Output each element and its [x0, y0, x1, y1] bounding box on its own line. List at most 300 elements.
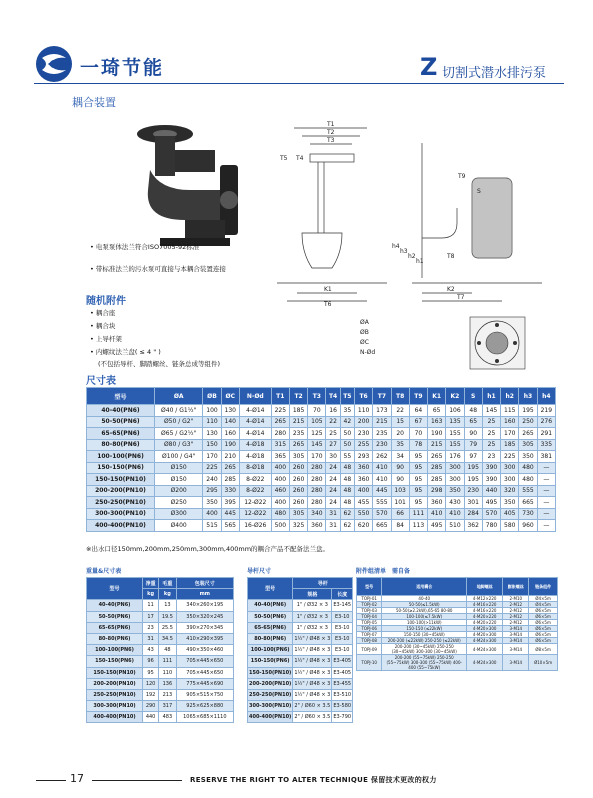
- table-cell: 215: [289, 416, 307, 428]
- accessory-item-text: 耦合座: [95, 309, 116, 317]
- accessories-note: (不包括导杆、脚踏螺丝、链条总成等组件): [98, 360, 221, 368]
- table-cell: 490×350×460: [176, 645, 233, 656]
- col-header: ØA: [155, 388, 203, 405]
- table-cell: 280: [308, 462, 326, 474]
- table-row: [87, 474, 556, 486]
- table-cell: 50-50(PN6): [87, 611, 143, 622]
- table-cell: 4-Ø18: [239, 451, 271, 463]
- table-row: [87, 462, 556, 474]
- table-cell: 300: [501, 462, 519, 474]
- table-cell: 8-Ø22: [239, 485, 271, 497]
- table-cell: 280: [308, 485, 326, 497]
- table-cell: TOPJ-08: [357, 638, 382, 644]
- table-cell: 192: [143, 689, 159, 700]
- table-cell: 665: [519, 497, 537, 509]
- table-cell: 100-100(PN6): [87, 645, 143, 656]
- table-cell: 23: [143, 622, 159, 633]
- table-row: [248, 645, 353, 656]
- table-row: [248, 611, 353, 622]
- table-row: [87, 712, 234, 723]
- table-cell: 135: [446, 416, 464, 428]
- col-model: 型号: [248, 578, 293, 600]
- table-cell: 3-M14: [503, 632, 529, 638]
- table-cell: 31: [326, 520, 340, 532]
- table-cell: 495: [428, 520, 446, 532]
- col-header: T5: [340, 388, 354, 405]
- table-row: [248, 701, 353, 712]
- table-cell: 106: [446, 405, 464, 417]
- table-cell: Ø65 / G2½": [155, 428, 203, 440]
- table-cell: 255: [354, 439, 372, 451]
- table-cell: 27: [326, 439, 340, 451]
- table-cell: 230: [373, 439, 391, 451]
- table-cell: 23: [482, 451, 500, 463]
- table-cell: 95: [409, 474, 427, 486]
- table-row: [248, 678, 353, 689]
- accessories-title: 随机附件: [86, 296, 126, 307]
- table-cell: 305: [289, 451, 307, 463]
- table-cell: 4-M24×300: [467, 644, 503, 655]
- table-cell: 570: [373, 508, 391, 520]
- rod-table: [247, 577, 353, 723]
- table-cell: 4-Ø18: [239, 439, 271, 451]
- table-cell: 24: [326, 474, 340, 486]
- table-cell: 80-80(PN6): [248, 633, 293, 644]
- table-cell: 300: [446, 462, 464, 474]
- table-cell: 215: [373, 416, 391, 428]
- table-cell: 4-Ø14: [239, 428, 271, 440]
- table-cell: 150-150(PN10): [248, 667, 293, 678]
- table-cell: 455: [354, 497, 372, 509]
- col-header: K2: [446, 388, 464, 405]
- table-cell: 155: [446, 428, 464, 440]
- bullet-flange: • 带标准法兰的污水泵可直接与本耦合装置连接: [90, 265, 226, 273]
- table-row: [87, 439, 556, 451]
- page-number: 17: [70, 772, 84, 785]
- unit-kg: kg: [159, 589, 176, 600]
- table-cell: 265: [428, 451, 446, 463]
- table-cell: 250-250(PN10): [87, 689, 143, 700]
- table-cell: 111: [409, 508, 427, 520]
- table-cell: Ø150: [155, 462, 203, 474]
- table-cell: 97: [464, 451, 482, 463]
- table-cell: 515: [203, 520, 221, 532]
- col-net: 净重: [143, 578, 159, 589]
- table-header-row: [87, 388, 556, 405]
- table-cell: 775×445×690: [176, 678, 233, 689]
- table-cell: E3-145: [332, 600, 353, 611]
- col-header: h3: [519, 388, 537, 405]
- table-cell: 510: [446, 520, 464, 532]
- table-cell: E3-455: [332, 678, 353, 689]
- label-h3: h3: [400, 248, 408, 255]
- brand-name: 一琦节能: [80, 57, 165, 79]
- table-cell: 265: [519, 428, 537, 440]
- table-cell: 55: [340, 451, 354, 463]
- table-row: [248, 712, 353, 723]
- table-cell: 300: [501, 474, 519, 486]
- table-cell: Ø6×5m: [529, 614, 558, 620]
- table-cell: 300-300(PN10): [87, 701, 143, 712]
- table-cell: 100-100(PN6): [248, 645, 293, 656]
- table-row: [248, 622, 353, 633]
- table-cell: 66: [391, 508, 409, 520]
- table-cell: Ø6×5m: [529, 632, 558, 638]
- table-cell: E3-510: [332, 689, 353, 700]
- table-cell: TOPJ-07: [357, 632, 382, 638]
- label-t7: T7: [457, 294, 465, 301]
- table-cell: E3-405: [332, 667, 353, 678]
- label-t2: T2: [327, 129, 335, 136]
- dimension-drawing: [272, 118, 562, 308]
- table-cell: 240: [203, 474, 221, 486]
- table-cell: 350: [203, 497, 221, 509]
- table-cell: 410: [373, 462, 391, 474]
- table-cell: 95: [409, 497, 427, 509]
- table-cell: 96: [143, 656, 159, 667]
- table-cell: 48: [464, 405, 482, 417]
- table-cell: Ø6×5m: [529, 608, 558, 614]
- table-cell: 12-Ø22: [239, 497, 271, 509]
- table-cell: E3-10: [332, 622, 353, 633]
- table-cell: 365: [271, 451, 289, 463]
- table-cell: 43: [143, 645, 159, 656]
- table-row: [87, 485, 556, 497]
- rod-caption: 导杆尺寸: [247, 568, 272, 575]
- table-cell: 95: [143, 667, 159, 678]
- brand-logo: [34, 44, 74, 84]
- table-cell: 31: [143, 633, 159, 644]
- table-cell: Ø6×5m: [529, 638, 558, 644]
- table-cell: 360: [354, 462, 372, 474]
- col-header: h2: [501, 388, 519, 405]
- table-cell: 80-80(PN6): [87, 633, 143, 644]
- col-len: 长度: [332, 589, 353, 600]
- table-cell: 12-Ø22: [239, 508, 271, 520]
- table-row: [248, 633, 353, 644]
- table-cell: 34: [391, 451, 409, 463]
- table-cell: 400-400(PN10): [87, 520, 155, 532]
- table-cell: 410: [373, 474, 391, 486]
- table-cell: 100-100(>11kW): [382, 620, 467, 626]
- table-cell: 200-200(PN10): [87, 678, 143, 689]
- label-k2: K2: [447, 286, 455, 293]
- table-cell: 400-400(PN10): [87, 712, 143, 723]
- table-cell: 2" / Ø60 × 3.5: [293, 712, 332, 723]
- table-cell: 115: [501, 405, 519, 417]
- table-cell: Ø10×5m: [529, 655, 558, 671]
- table-cell: 150-150(PN6): [87, 462, 155, 474]
- table-cell: 555: [373, 497, 391, 509]
- col-header: 地脚螺丝: [467, 578, 503, 596]
- col-header: 链条组件: [529, 578, 558, 596]
- table-cell: 317: [159, 701, 176, 712]
- table-cell: 213: [159, 689, 176, 700]
- table-cell: 65-65(PN6): [87, 622, 143, 633]
- table-cell: 390: [482, 462, 500, 474]
- table-cell: 3-M14: [503, 644, 529, 655]
- col-header: T1: [271, 388, 289, 405]
- label-h1: h1: [416, 258, 424, 265]
- table-cell: 25.5: [159, 622, 176, 633]
- col-header: 适用耦合: [382, 578, 467, 596]
- table-cell: TOPJ-09: [357, 644, 382, 655]
- table-cell: 190: [221, 439, 239, 451]
- table-cell: 215: [428, 439, 446, 451]
- table-cell: 25: [326, 428, 340, 440]
- label-t1: T1: [327, 121, 335, 128]
- accessory-item: • 上导杆架: [90, 335, 122, 343]
- table-cell: 230: [464, 485, 482, 497]
- table-cell: 4-M20×300: [467, 632, 503, 638]
- table-cell: 163: [428, 416, 446, 428]
- table-cell: 295: [203, 485, 221, 497]
- table-cell: Ø6×5m: [529, 620, 558, 626]
- table-row: [87, 497, 556, 509]
- label-t9: T9: [458, 173, 466, 180]
- table-cell: 160: [221, 428, 239, 440]
- table-cell: 480: [519, 462, 537, 474]
- table-cell: 195: [464, 462, 482, 474]
- table-cell: 95: [409, 451, 427, 463]
- table-cell: 580: [501, 520, 519, 532]
- table-cell: E3-405: [332, 656, 353, 667]
- table-cell: 155: [446, 439, 464, 451]
- table-cell: 110: [203, 416, 221, 428]
- table-cell: 25: [482, 416, 500, 428]
- table-cell: 225: [203, 462, 221, 474]
- table-cell: 350: [519, 451, 537, 463]
- table-cell: 905×515×750: [176, 689, 233, 700]
- table-cell: 4-M16×220: [467, 608, 503, 614]
- table-cell: 195: [519, 405, 537, 417]
- table-cell: 200: [354, 416, 372, 428]
- table-row: [357, 655, 558, 671]
- table-cell: 2" / Ø60 × 3.5: [293, 701, 332, 712]
- table-cell: 280: [308, 497, 326, 509]
- table-cell: 705×445×650: [176, 656, 233, 667]
- table-cell: 125: [308, 428, 326, 440]
- table-cell: 34.5: [159, 633, 176, 644]
- table-cell: 1" / Ø32 × 3: [293, 600, 332, 611]
- table-row: [87, 451, 556, 463]
- table-cell: Ø250: [155, 497, 203, 509]
- table-cell: 665: [373, 520, 391, 532]
- table-cell: Ø4×5m: [529, 602, 558, 608]
- label-k1: K1: [324, 286, 332, 293]
- table-cell: 1½" / Ø48 × 3: [293, 678, 332, 689]
- table-cell: 95: [409, 462, 427, 474]
- table-cell: 31: [326, 508, 340, 520]
- table-row: [87, 508, 556, 520]
- table-cell: 555: [519, 485, 537, 497]
- table-cell: 315: [271, 439, 289, 451]
- table-cell: 285: [428, 462, 446, 474]
- accessory-item-text: 内螺纹法兰盘( ≤ 4 " ): [95, 348, 161, 356]
- table-cell: 70: [308, 405, 326, 417]
- col-header: 膨胀螺丝: [503, 578, 529, 596]
- table-cell: 78: [409, 439, 427, 451]
- table-cell: 40-40(PN6): [87, 600, 143, 611]
- table-cell: 276: [537, 416, 555, 428]
- table-cell: 400-400(PN10): [248, 712, 293, 723]
- table-cell: —: [537, 474, 555, 486]
- table-cell: 185: [289, 405, 307, 417]
- table-cell: 48: [340, 485, 354, 497]
- table-cell: 40-40(PN6): [248, 600, 293, 611]
- flange-detail: [360, 312, 560, 372]
- table-cell: TOPJ-03: [357, 608, 382, 614]
- label-t4: T4: [296, 155, 304, 162]
- acc-caption: 附件组清单 需自备: [356, 568, 411, 575]
- table-cell: 570: [482, 508, 500, 520]
- accessory-item: • 耦合块: [90, 322, 116, 330]
- table-cell: 50: [340, 428, 354, 440]
- table-cell: 40-40: [382, 596, 467, 602]
- table-cell: 219: [537, 405, 555, 417]
- table-cell: 8-Ø22: [239, 474, 271, 486]
- table-cell: 300: [446, 474, 464, 486]
- table-row: [87, 645, 234, 656]
- table-cell: 105: [308, 416, 326, 428]
- table-cell: 330: [221, 485, 239, 497]
- table-cell: Ø100 / G4": [155, 451, 203, 463]
- table-row: [87, 656, 234, 667]
- table-cell: 500: [271, 520, 289, 532]
- table-cell: E3-10: [332, 645, 353, 656]
- weight-caption: 重量&尺寸表: [86, 568, 122, 575]
- table-row: [87, 667, 234, 678]
- table-cell: 250: [519, 416, 537, 428]
- col-header: T8: [391, 388, 409, 405]
- table-row: [87, 689, 234, 700]
- table-cell: 35: [391, 439, 409, 451]
- table-cell: 280: [271, 428, 289, 440]
- table-cell: 1" / Ø32 × 3: [293, 622, 332, 633]
- table-row: [87, 520, 556, 532]
- table-cell: 11: [143, 600, 159, 611]
- section-coupling: 耦合装置: [72, 96, 116, 109]
- unit-mm: mm: [176, 589, 233, 600]
- table-row: [87, 622, 234, 633]
- table-cell: 400: [271, 497, 289, 509]
- table-cell: Ø80 / G3": [155, 439, 203, 451]
- table-cell: 50-50(PN6): [248, 611, 293, 622]
- table-cell: 120: [143, 678, 159, 689]
- table-row: [248, 656, 353, 667]
- col-header: 型号: [87, 388, 155, 405]
- table-row: [87, 600, 234, 611]
- table-cell: 150-150(PN6): [248, 656, 293, 667]
- table-cell: 381: [537, 451, 555, 463]
- table-cell: 1" / Ø32 × 3: [293, 611, 332, 622]
- table-cell: 325: [289, 520, 307, 532]
- accessory-item: • 内螺纹法兰盘( ≤ 4 " ): [90, 348, 161, 356]
- table-row: [87, 416, 556, 428]
- table-cell: 185: [501, 439, 519, 451]
- table-cell: 335: [537, 439, 555, 451]
- table-cell: Ø200: [155, 485, 203, 497]
- table-row: [248, 667, 353, 678]
- table-cell: 3-M14: [503, 655, 529, 671]
- footer-text: RESERVE THE RIGHT TO ALTER TECHNIQUE 保留技术更改的权力: [190, 776, 437, 784]
- table-cell: 400: [203, 508, 221, 520]
- table-cell: 291: [537, 428, 555, 440]
- table-cell: 150-150 (30~45kW): [382, 632, 467, 638]
- unit-kg: kg: [143, 589, 159, 600]
- col-pack: 包装尺寸: [176, 578, 233, 589]
- table-cell: 145: [482, 405, 500, 417]
- table-cell: —: [537, 485, 555, 497]
- table-cell: 173: [373, 405, 391, 417]
- table-cell: 90: [391, 462, 409, 474]
- table-cell: 25: [482, 428, 500, 440]
- table-cell: Ø400: [155, 520, 203, 532]
- table-cell: 2-M12: [503, 620, 529, 626]
- table-cell: 113: [409, 520, 427, 532]
- table-cell: 200-200 (55~75kW) 250-250 (55~75kW) 300-300 (55~75kW) 400-400 (55~75kW): [382, 655, 467, 671]
- table-cell: 620: [354, 520, 372, 532]
- table-cell: 190: [428, 428, 446, 440]
- table-cell: E3-10: [332, 611, 353, 622]
- table-cell: 150-150 (≤22kW): [382, 626, 467, 632]
- table-cell: 301: [464, 497, 482, 509]
- table-cell: 300-300(PN10): [87, 508, 155, 520]
- table-cell: 160: [501, 416, 519, 428]
- table-cell: 65-65(PN6): [248, 622, 293, 633]
- table-cell: 16-Ø26: [239, 520, 271, 532]
- table-cell: 3-M14: [503, 638, 529, 644]
- table-cell: TOPJ-01: [357, 596, 382, 602]
- table-cell: 430: [446, 497, 464, 509]
- table-cell: 19.5: [159, 611, 176, 622]
- table-cell: 298: [428, 485, 446, 497]
- table-cell: 50-50(PN6): [87, 416, 155, 428]
- table-cell: 405: [501, 508, 519, 520]
- table-cell: 64: [409, 405, 427, 417]
- table-cell: 480: [519, 474, 537, 486]
- table-cell: 20: [391, 428, 409, 440]
- table-cell: 176: [446, 451, 464, 463]
- header-rule: [34, 83, 564, 84]
- table-cell: 100-100(≤7.5kW): [382, 614, 467, 620]
- table-cell: 4-M12×220: [467, 596, 503, 602]
- table-cell: 48: [159, 645, 176, 656]
- table-cell: 1½" / Ø48 × 3: [293, 633, 332, 644]
- table-cell: Ø4×5m: [529, 596, 558, 602]
- table-cell: 260: [289, 497, 307, 509]
- table-cell: 15: [391, 416, 409, 428]
- label-t3: T3: [327, 137, 335, 144]
- table-cell: 200-200 (≤22kW) 250-250 (≤22kW): [382, 638, 467, 644]
- table-cell: Ø300: [155, 508, 203, 520]
- table-cell: 260: [289, 462, 307, 474]
- table-cell: 340×260×195: [176, 600, 233, 611]
- table-cell: 80-80(PN6): [87, 439, 155, 451]
- table-cell: —: [537, 462, 555, 474]
- table-cell: 65-65(PN6): [87, 428, 155, 440]
- footer-rule-left: [36, 780, 66, 781]
- col-header: S: [464, 388, 482, 405]
- table-cell: Ø8×5m: [529, 644, 558, 655]
- table-cell: 400: [354, 485, 372, 497]
- col-header: T7: [373, 388, 391, 405]
- table-cell: 3-M14: [503, 626, 529, 632]
- table-cell: 17: [143, 611, 159, 622]
- table-cell: 13: [159, 600, 176, 611]
- table-cell: 2-M10: [503, 596, 529, 602]
- col-header: T4: [326, 388, 340, 405]
